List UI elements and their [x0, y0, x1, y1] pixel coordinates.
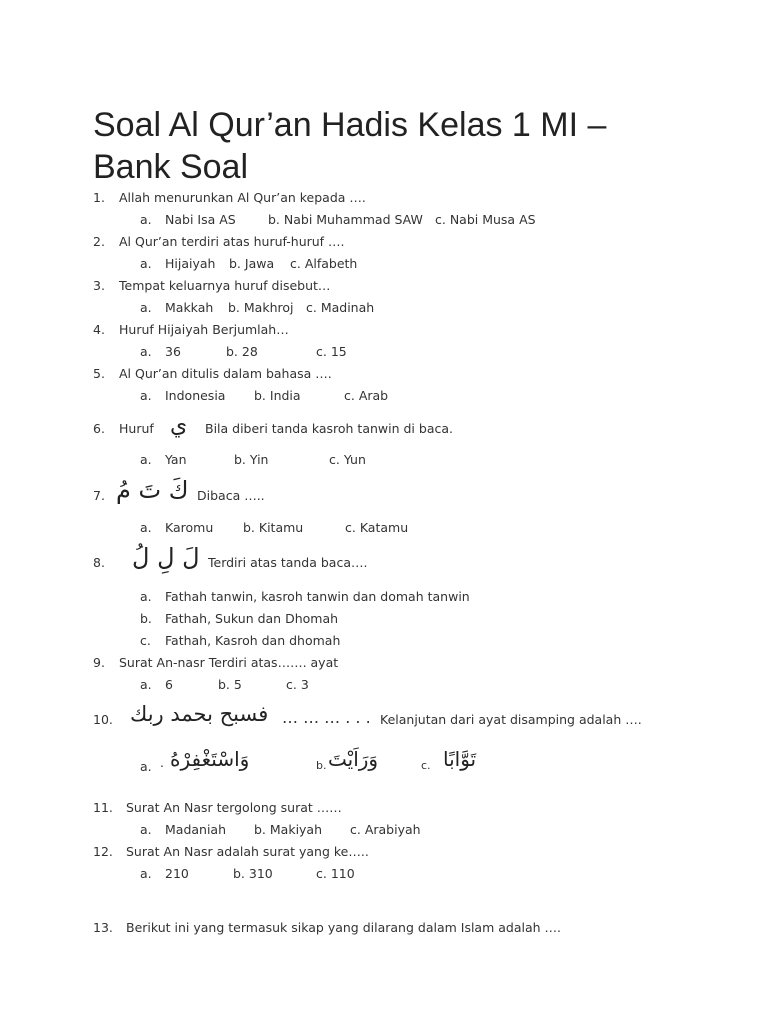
question-text: Al Qur’an terdiri atas huruf-huruf ….: [119, 234, 345, 249]
question-number: 1.: [93, 190, 105, 205]
question-text: Huruf Hijaiyah Berjumlah…: [119, 322, 289, 337]
option-c: c. Nabi Musa AS: [435, 212, 536, 227]
question-number: 4.: [93, 322, 105, 337]
option-label: a.: [140, 520, 152, 535]
question-number: 12.: [93, 844, 113, 859]
question-text: Kelanjutan dari ayat disamping adalah ….: [380, 712, 642, 727]
option-label: a.: [140, 344, 152, 359]
option-label: a.: [140, 300, 152, 315]
option-b: b. Makhroj: [228, 300, 294, 315]
question-number: 3.: [93, 278, 105, 293]
question-number: 11.: [93, 800, 113, 815]
question-text: Berikut ini yang termasuk sikap yang dilarang dalam Islam adalah ….: [126, 920, 561, 935]
question-number: 10.: [93, 712, 113, 727]
option-label: a.: [140, 388, 152, 403]
option-c: c. Arabiyah: [350, 822, 421, 837]
question-number: 2.: [93, 234, 105, 249]
arabic-letters: لَ لِ لُ: [132, 543, 200, 571]
option-a-dot: .: [160, 755, 164, 770]
option-b: b. Nabi Muhammad SAW: [268, 212, 423, 227]
option-c: c. Madinah: [306, 300, 375, 315]
option-c: c. 15: [316, 344, 347, 359]
option-a: 36: [165, 344, 181, 359]
question-number: 9.: [93, 655, 105, 670]
option-c: c. 110: [316, 866, 355, 881]
option-a: 6: [165, 677, 173, 692]
option-c: c. Yun: [329, 452, 366, 467]
option-a: Indonesia: [165, 388, 226, 403]
option-text: Fathah, Sukun dan Dhomah: [165, 611, 339, 626]
option-b: b. Makiyah: [254, 822, 323, 837]
question-number: 8.: [93, 555, 105, 570]
option-label: a.: [140, 589, 152, 604]
option-label: c.: [140, 633, 151, 648]
option-c: تَوَّابًا: [443, 747, 477, 771]
option-b: b. 5: [218, 677, 242, 692]
option-label: a.: [140, 256, 152, 271]
question-number: 5.: [93, 366, 105, 381]
option-a: Yan: [165, 452, 187, 467]
option-a: وَاسْتَغْفِرْهُ: [170, 747, 250, 771]
question-text: Allah menurunkan Al Qur’an kepada ….: [119, 190, 366, 205]
option-b: b. 310: [233, 866, 273, 881]
option-label: a.: [140, 452, 152, 467]
option-b: b. India: [254, 388, 301, 403]
option-c: c. 3: [286, 677, 309, 692]
option-a: Makkah: [165, 300, 214, 315]
question-text: Bila diberi tanda kasroh tanwin di baca.: [205, 421, 453, 436]
question-text: Surat An Nasr adalah surat yang ke…..: [126, 844, 369, 859]
option-a: 210: [165, 866, 189, 881]
arabic-letter: ي: [170, 413, 188, 438]
question-number: 7.: [93, 488, 105, 503]
option-b: b. Yin: [234, 452, 269, 467]
arabic-verse: فسبح بحمد ربك: [130, 702, 269, 726]
option-b: b. Kitamu: [243, 520, 304, 535]
option-a: Madaniah: [165, 822, 227, 837]
option-label: a.: [140, 866, 152, 881]
option-text: Fathah tanwin, kasroh tanwin dan domah tanwin: [165, 589, 470, 604]
question-text: Surat An-nasr Terdiri atas……. ayat: [119, 655, 339, 670]
page-title: Soal Al Qur’an Hadis Kelas 1 MI – Bank Soal: [93, 106, 607, 186]
option-b: b. Jawa: [229, 256, 275, 271]
option-label: c.: [421, 759, 431, 772]
option-label: a.: [140, 759, 152, 774]
option-label: a.: [140, 677, 152, 692]
option-c: c. Arab: [344, 388, 389, 403]
question-prefix: Huruf: [119, 421, 154, 436]
question-text: Terdiri atas tanda baca….: [208, 555, 368, 570]
option-label: b.: [140, 611, 152, 626]
ellipsis-dots: … … … . . .: [282, 708, 371, 727]
question-text: Surat An Nasr tergolong surat ……: [126, 800, 342, 815]
question-text: Al Qur’an ditulis dalam bahasa ….: [119, 366, 332, 381]
option-b: وَرَاَيْتَ: [328, 747, 379, 771]
option-label: a.: [140, 822, 152, 837]
option-a: Hijaiyah: [165, 256, 216, 271]
question-number: 13.: [93, 920, 113, 935]
option-label: b.: [316, 759, 327, 772]
question-text: Tempat keluarnya huruf disebut…: [119, 278, 331, 293]
option-a: Karomu: [165, 520, 214, 535]
option-b: b. 28: [226, 344, 258, 359]
option-label: a.: [140, 212, 152, 227]
option-c: c. Alfabeth: [290, 256, 358, 271]
option-c: c. Katamu: [345, 520, 409, 535]
question-number: 6.: [93, 421, 105, 436]
option-a: Nabi Isa AS: [165, 212, 236, 227]
option-text: Fathah, Kasroh dan dhomah: [165, 633, 341, 648]
arabic-letters: كَ تَ مُ: [116, 476, 189, 504]
question-text: Dibaca …..: [197, 488, 265, 503]
